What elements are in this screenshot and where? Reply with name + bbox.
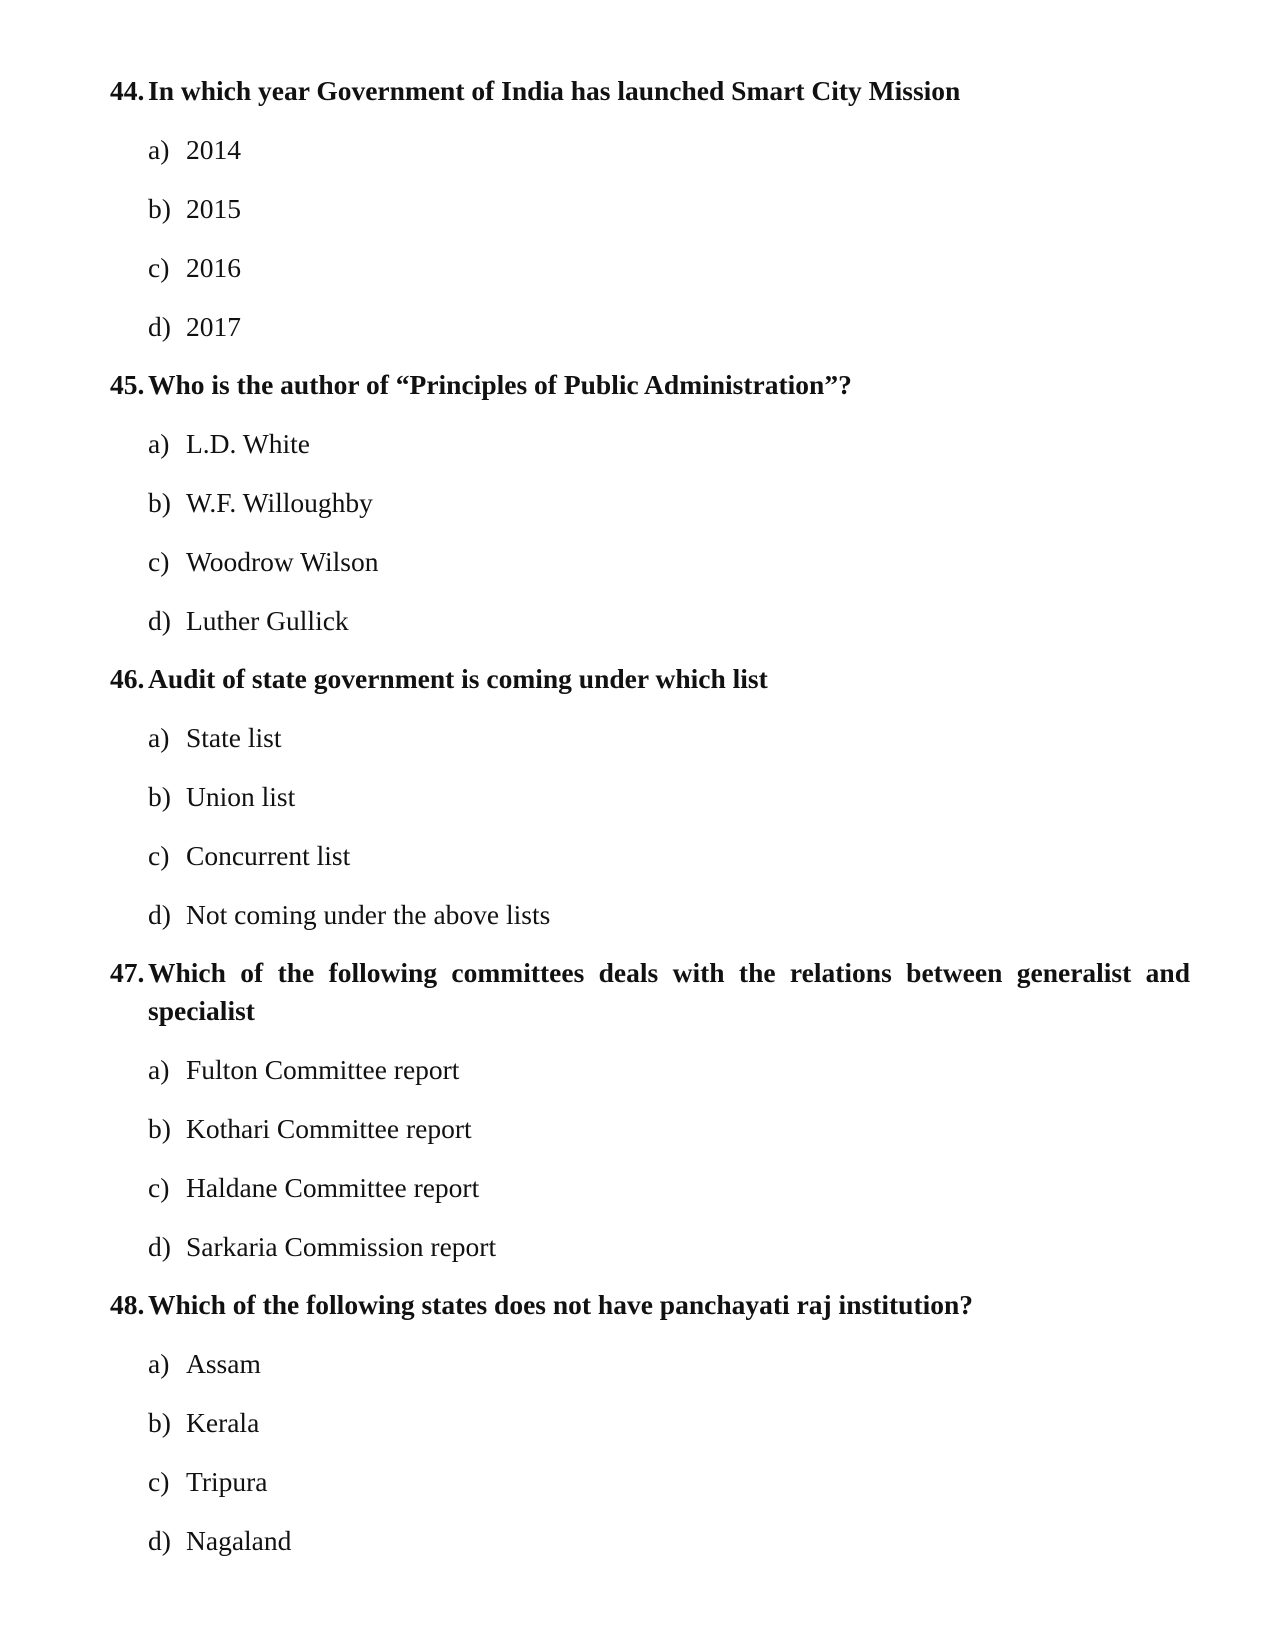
option-letter: c)	[148, 252, 170, 283]
question-47	[110, 954, 1190, 1266]
option-item	[110, 308, 1190, 346]
option-text: Fulton Committee report	[186, 1054, 460, 1085]
option-letter: b)	[148, 487, 171, 518]
option-list	[110, 131, 1190, 346]
option-letter: c)	[148, 840, 170, 871]
option-letter: b)	[148, 781, 171, 812]
option-text: Woodrow Wilson	[186, 546, 379, 577]
option-text: Not coming under the above lists	[186, 899, 551, 930]
option-item	[110, 1345, 1190, 1383]
option-letter: b)	[148, 1407, 171, 1438]
question-title	[110, 72, 1190, 110]
question-48	[110, 1286, 1190, 1560]
option-letter: d)	[148, 899, 171, 930]
option-letter: d)	[148, 1525, 171, 1556]
question-text: In which year Government of India has launched Smart City Mission	[148, 75, 961, 106]
option-text: 2016	[186, 252, 241, 283]
option-letter: b)	[148, 1113, 171, 1144]
option-text: L.D. White	[186, 428, 310, 459]
option-text: 2017	[186, 311, 241, 342]
question-number: 48.	[110, 1289, 145, 1320]
option-item	[110, 719, 1190, 757]
question-text: Which of the following states does not have panchayati raj institution?	[148, 1289, 974, 1320]
option-item	[110, 1110, 1190, 1148]
question-text: Which of the following committees deals with the relations between generalist and specialist	[148, 957, 1190, 1026]
option-letter: d)	[148, 1231, 171, 1262]
option-letter: c)	[148, 1172, 170, 1203]
option-item	[110, 1404, 1190, 1442]
option-item	[110, 1051, 1190, 1089]
question-title	[110, 1286, 1190, 1324]
option-text: Kerala	[186, 1407, 260, 1438]
option-letter: a)	[148, 722, 170, 753]
option-item	[110, 190, 1190, 228]
option-text: Luther Gullick	[186, 605, 349, 636]
option-text: Kothari Committee report	[186, 1113, 472, 1144]
option-letter: a)	[148, 428, 170, 459]
question-text: Who is the author of “Principles of Public Administration”?	[148, 369, 852, 400]
option-letter: d)	[148, 311, 171, 342]
option-text: 2014	[186, 134, 241, 165]
option-item	[110, 131, 1190, 169]
question-number: 47.	[110, 957, 145, 988]
option-text: State list	[186, 722, 282, 753]
option-text: W.F. Willoughby	[186, 487, 373, 518]
option-item	[110, 1169, 1190, 1207]
question-title	[110, 660, 1190, 698]
option-text: 2015	[186, 193, 241, 224]
option-item	[110, 896, 1190, 934]
question-title	[110, 366, 1190, 404]
option-item	[110, 837, 1190, 875]
option-letter: c)	[148, 546, 170, 577]
option-letter: a)	[148, 1348, 170, 1379]
question-number: 45.	[110, 369, 145, 400]
option-letter: b)	[148, 193, 171, 224]
question-number: 44.	[110, 75, 145, 106]
option-item	[110, 249, 1190, 287]
option-list	[110, 425, 1190, 640]
option-letter: c)	[148, 1466, 170, 1497]
question-text: Audit of state government is coming under which list	[148, 663, 768, 694]
question-44	[110, 72, 1190, 346]
option-item	[110, 1228, 1190, 1266]
option-letter: a)	[148, 134, 170, 165]
option-item	[110, 778, 1190, 816]
question-number: 46.	[110, 663, 145, 694]
option-item	[110, 602, 1190, 640]
option-text: Sarkaria Commission report	[186, 1231, 497, 1262]
option-item	[110, 484, 1190, 522]
option-list	[110, 719, 1190, 934]
option-letter: d)	[148, 605, 171, 636]
option-list	[110, 1345, 1190, 1560]
option-text: Concurrent list	[186, 840, 351, 871]
option-text: Nagaland	[186, 1525, 292, 1556]
option-item	[110, 1522, 1190, 1560]
question-title	[110, 954, 1190, 1030]
option-item	[110, 1463, 1190, 1501]
option-text: Haldane Committee report	[186, 1172, 480, 1203]
option-item	[110, 543, 1190, 581]
option-text: Union list	[186, 781, 296, 812]
option-text: Tripura	[186, 1466, 268, 1497]
option-text: Assam	[186, 1348, 261, 1379]
option-item	[110, 425, 1190, 463]
question-46	[110, 660, 1190, 934]
question-45	[110, 366, 1190, 640]
option-letter: a)	[148, 1054, 170, 1085]
option-list	[110, 1051, 1190, 1266]
